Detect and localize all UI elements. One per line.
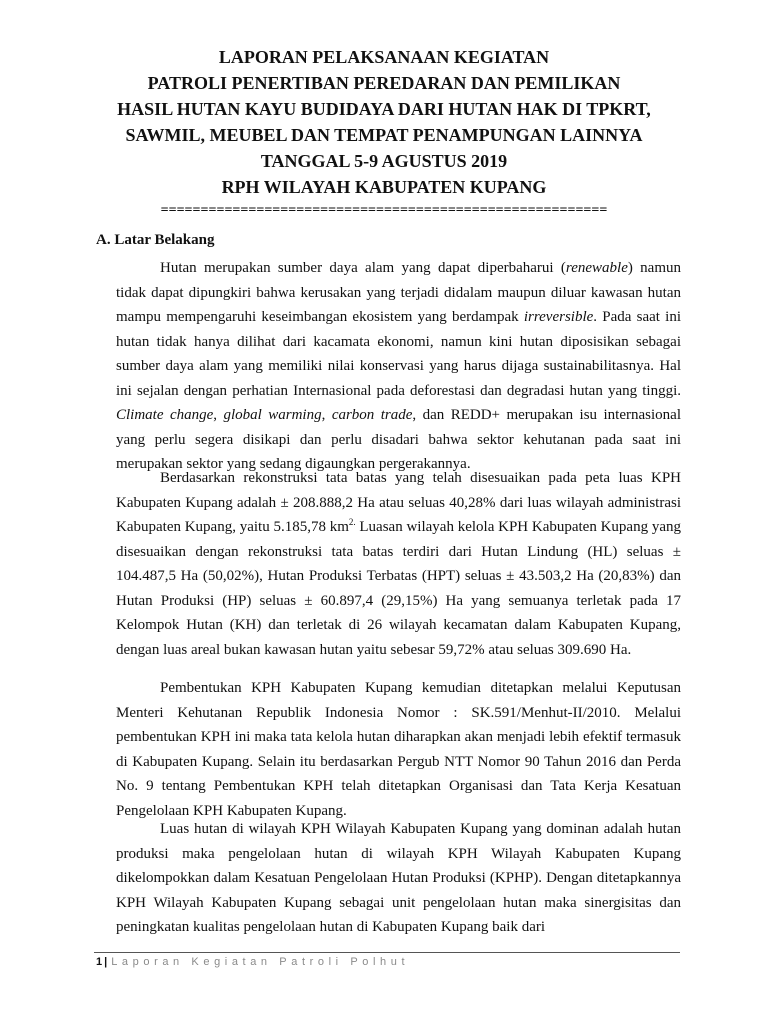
footer-rule	[94, 952, 680, 953]
p1-term-renewable: renewable	[565, 260, 628, 276]
paragraph-4	[116, 817, 681, 940]
title-line-4: SAWMIL, MEUBEL DAN TEMPAT PENAMPUNGAN LAINNYA	[125, 125, 643, 145]
title-line-5: TANGGAL 5-9 AGUSTUS 2019	[260, 151, 508, 171]
p1-sep-1: ,	[213, 407, 224, 423]
p1-text-3: . Pada saat ini hutan tidak hanya dilihat dari kacamata ekonomi, namun kini hutan diposisikan sebagai sumber daya alam yang memiliki nilai konservasi yang harus dijaga sustainabilitasnya. Hal ini sejalan dengan perhatian Internasional pada deforestasi dan degradasi hutan yang tinggi.	[116, 309, 681, 399]
p2-superscript: 2.	[348, 517, 356, 527]
page-number: 1	[96, 956, 103, 968]
footer-title: Laporan Kegiatan Patroli Polhut	[111, 956, 410, 968]
title-line-1: LAPORAN PELAKSANAAN KEGIATAN	[218, 47, 550, 67]
p1-text-1: Hutan merupakan sumber daya alam yang dapat diperbaharui (	[160, 260, 566, 276]
p2-text-2: Luasan wilayah kelola KPH Kabupaten Kupang yang disesuaikan dengan rekonstruksi tata batas terdiri dari Hutan Lindung (HL) seluas ± 104.487,5 Ha (50,02%), Hutan Produksi Terbatas (HPT) seluas ± 43.503,2 Ha (20,83%) dan Hutan Produksi (HP) seluas ± 60.897,4 (29,15%) Ha yang semuanya terletak pada 17 Kelompok Hutan (KH) dan terletak di 26 wilayah kecamatan dalam Kabupaten Kupang, dengan luas areal bukan kawasan hutan yaitu sebesar 59,72% atau seluas 309.690 Ha.	[116, 519, 681, 658]
p1-term-climate: Climate change	[116, 407, 214, 423]
paragraph-2	[116, 466, 681, 662]
p1-sep-2: ,	[321, 407, 332, 423]
section-heading: A. Latar Belakang	[96, 232, 215, 248]
p1-text-2: ) namun tidak dapat dipungkiri bahwa kerusakan yang terjadi didalam maupun diluar kawasan hutan mampu mempengaruhi keseimbangan ekosistem yang berdampak	[116, 260, 681, 325]
footer-divider: |	[104, 956, 108, 968]
page-footer	[96, 956, 409, 968]
p1-term-carbon: carbon trade	[331, 407, 413, 423]
title-separator: ========================================================	[160, 203, 608, 218]
report-title	[80, 44, 688, 200]
paragraph-1	[116, 256, 681, 477]
p4-text: Luas hutan di wilayah KPH Wilayah Kabupaten Kupang yang dominan adalah hutan produksi maka pengelolaan hutan di wilayah KPH Wilayah Kabupaten Kupang dikelompokkan dalam Kesatuan Pengelolaan Hutan Produksi (KPHP). Dengan ditetapkannya KPH Wilayah Kabupaten Kupang sebagai unit pengelolaan hutan maka sinergisitas dan peningkatan kualitas pengelolaan hutan di Kabupaten Kupang baik dari	[116, 821, 681, 935]
p1-term-global: global warming	[223, 407, 322, 423]
p2-text-1: Berdasarkan rekonstruksi tata batas yang telah disesuaikan pada peta luas KPH Kabupaten Kupang adalah ± 208.888,2 Ha atau seluas 40,28% dari luas wilayah administrasi Kabupaten Kupang, yaitu 5.185,78 km	[116, 470, 681, 535]
p1-text-4: , dan REDD+ merupakan isu internasional yang perlu segera disikapi dan perlu disadari bahwa sektor kehutanan pada saat ini merupakan sektor yang sedang digaungkan pergerakannya.	[116, 407, 681, 472]
title-line-6: RPH WILAYAH KABUPATEN KUPANG	[221, 177, 547, 197]
p1-term-irreversible: irreversible	[523, 309, 594, 325]
paragraph-3	[116, 676, 681, 823]
title-line-2: PATROLI PENERTIBAN PEREDARAN DAN PEMILIKAN	[147, 73, 621, 93]
title-line-3: HASIL HUTAN KAYU BUDIDAYA DARI HUTAN HAK DI TPKRT,	[117, 99, 651, 119]
p3-text: Pembentukan KPH Kabupaten Kupang kemudian ditetapkan melalui Keputusan Menteri Kehutanan Republik Indonesia Nomor : SK.591/Menhut-II/2010. Melalui pembentukan KPH ini maka tata kelola hutan diharapkan akan menjadi lebih efektif termasuk di Kabupaten Kupang. Selain itu berdasarkan Pergub NTT Nomor 90 Tahun 2016 dan Perda No. 9 tentang Pembentukan KPH telah ditetapkan Organisasi dan Tata Kerja Kesatuan Pengelolaan KPH Kabupaten Kupang.	[116, 680, 681, 819]
